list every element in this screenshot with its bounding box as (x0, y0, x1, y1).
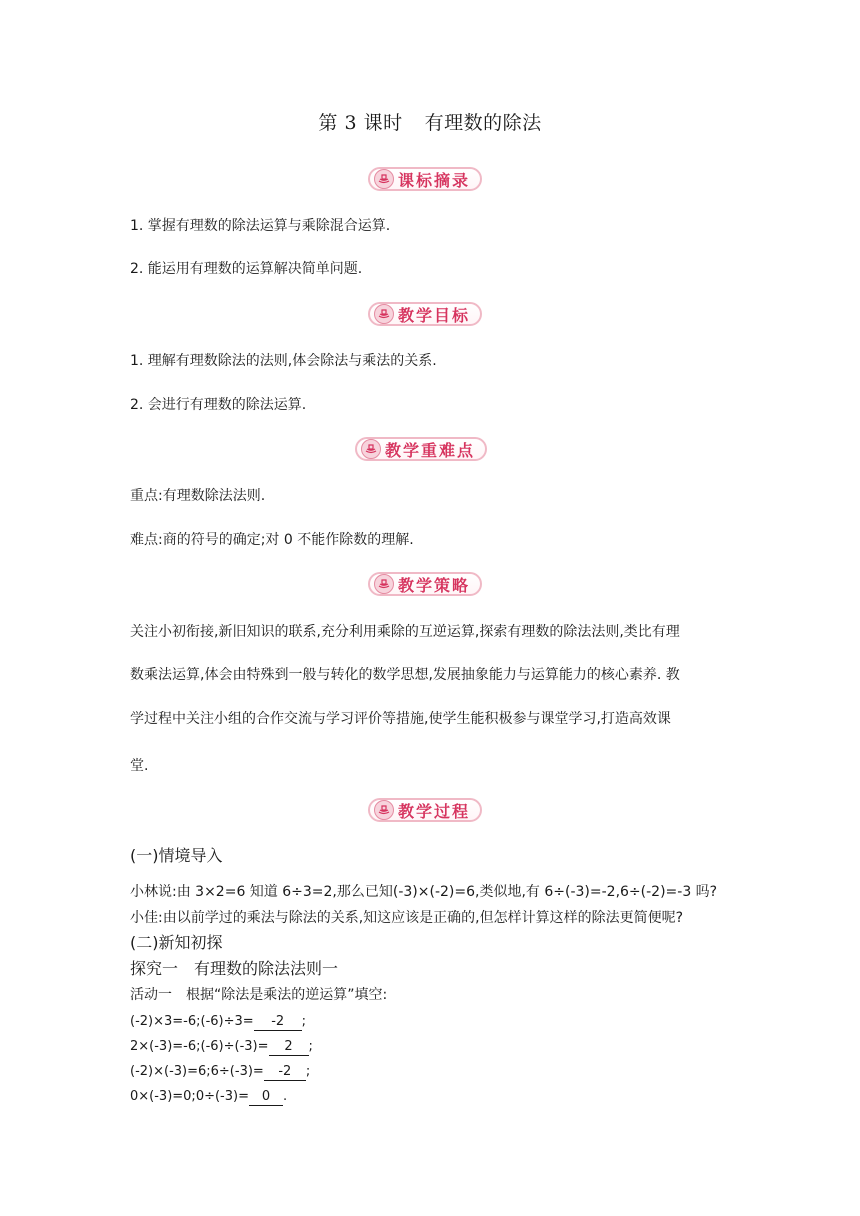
hand-book-icon (374, 574, 394, 594)
exercise-suffix: ; (301, 1014, 307, 1029)
xiaolin-dialogue: 小林说:由 3×2=6 知道 6÷3=2,那么已知(-3)×(-2)=6,类似地,有 6÷(-3)=-2,6÷(-2)=-3 吗? (130, 884, 718, 900)
section-badge-process (368, 798, 482, 822)
strategy-line-3: 学过程中关注小组的合作交流与学习评价等措施,使学生能积极参与课堂学习,打造高效课 (130, 711, 671, 727)
exercise-answer-blank: -2 (264, 1064, 306, 1081)
exercise-row (130, 1087, 287, 1107)
strategy-line-1: 关注小初衔接,新旧知识的联系,充分利用乘除的互逆运算,探索有理数的除法法则,类比有理 (130, 624, 680, 640)
section-badge-key-points (355, 437, 487, 461)
strategy-line-4: 堂. (130, 758, 149, 774)
xiaojia-dialogue: 小佳:由以前学过的乘法与除法的关系,知这应该是正确的,但怎样计算这样的除法更简便呢? (130, 910, 684, 926)
hand-book-icon (374, 169, 394, 189)
objectives-item-1: 1. 理解有理数除法的法则,体会除法与乘法的关系. (130, 353, 437, 369)
hand-book-icon (374, 800, 394, 820)
objectives-item-2: 2. 会进行有理数的除法运算. (130, 397, 307, 413)
strategy-line-2: 数乘法运算,体会由特殊到一般与转化的数学思想,发展抽象能力与运算能力的核心素养. 教 (130, 667, 680, 683)
hand-book-icon (361, 439, 381, 459)
lesson-number: 第 3 课时 (318, 112, 403, 134)
key-point-difficulty: 难点:商的符号的确定;对 0 不能作除数的理解. (130, 532, 414, 548)
section-badge-standards (368, 167, 482, 191)
part2-heading: (二)新知初探 (130, 933, 223, 952)
badge-label: 教学目标 (398, 305, 471, 325)
exercise-prefix: 2×(-3)=-6;(-6)÷(-3)= (130, 1039, 269, 1054)
exercise-row (130, 1062, 310, 1082)
exercise-prefix: (-2)×(-3)=6;6÷(-3)= (130, 1064, 264, 1079)
exercise-answer-blank: 2 (269, 1039, 309, 1056)
key-point-focus: 重点:有理数除法法则. (130, 488, 266, 504)
badge-label: 教学过程 (398, 801, 471, 821)
activity-instruction: 活动一 根据“除法是乘法的逆运算”填空: (130, 987, 388, 1003)
standards-item-2: 2. 能运用有理数的运算解决简单问题. (130, 261, 363, 277)
badge-label: 课标摘录 (398, 170, 471, 190)
exercise-answer-blank: 0 (249, 1089, 283, 1106)
exercise-prefix: 0×(-3)=0;0÷(-3)= (130, 1089, 249, 1104)
exercise-row (130, 1037, 313, 1057)
badge-label: 教学策略 (398, 575, 471, 595)
lesson-title (0, 108, 860, 135)
badge-label: 教学重难点 (385, 440, 476, 460)
exercise-suffix: ; (305, 1064, 311, 1079)
part1-heading: (一)情境导入 (130, 846, 223, 865)
section-badge-objectives (368, 302, 482, 326)
exercise-row (130, 1012, 306, 1032)
hand-book-icon (374, 304, 394, 324)
exercise-prefix: (-2)×3=-6;(-6)÷3= (130, 1014, 254, 1029)
exercise-suffix: . (282, 1089, 288, 1104)
exercise-answer-blank: -2 (254, 1014, 302, 1031)
section-badge-strategy (368, 572, 482, 596)
lesson-topic: 有理数的除法 (424, 112, 542, 134)
standards-item-1: 1. 掌握有理数的除法运算与乘除混合运算. (130, 218, 391, 234)
explore-heading: 探究一 有理数的除法法则一 (130, 959, 339, 978)
exercise-suffix: ; (308, 1039, 313, 1054)
